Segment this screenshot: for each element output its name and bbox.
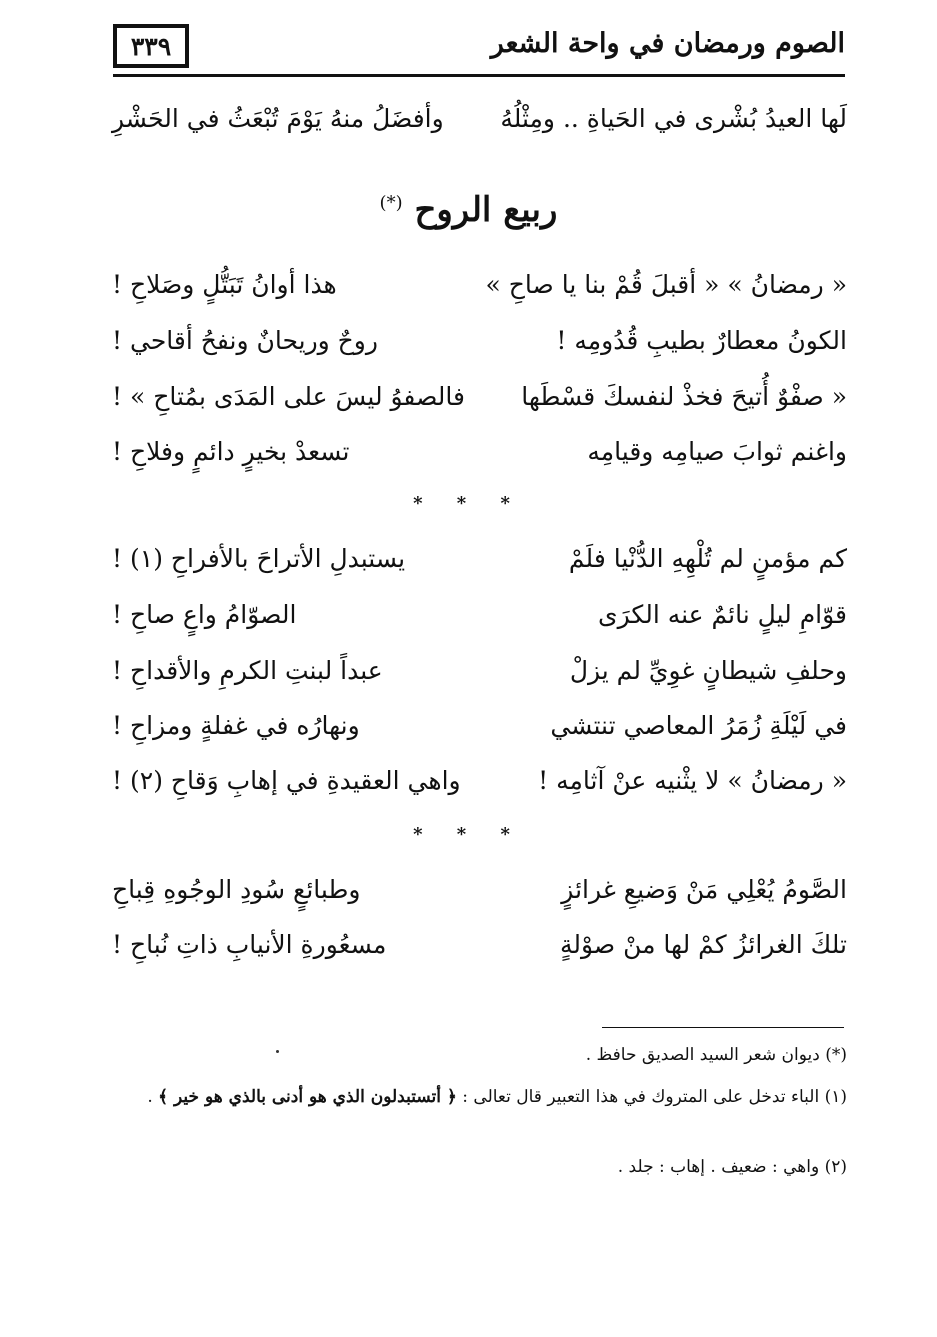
verse-first-hemistich: وحلفِ شيطانٍ غوِيِّ لم يزلْ xyxy=(569,656,847,685)
page-number: ٣٣٩ xyxy=(113,24,189,68)
verse-second-hemistich: يستبدلِ الأتراحَ بالأفراحِ (١) ! xyxy=(112,544,406,573)
footnote-1-text: (١) الباء تدخل على المتروك في هذا التعبير قال تعالى : xyxy=(456,1087,847,1107)
verse-first-hemistich: « صفْوٌ أُتيحَ فخذْ لنفسكَ قسْطَها xyxy=(521,382,847,411)
footnote-star: (*) ديوان شعر السيد الصديق حافظ . xyxy=(585,1045,847,1065)
verse-row xyxy=(112,930,847,970)
poem-title-text: ربيع الروح xyxy=(414,190,558,230)
verse-row xyxy=(112,437,847,477)
verse-row xyxy=(112,544,847,584)
footnote-1 xyxy=(112,1080,847,1114)
verse-row xyxy=(112,656,847,696)
verse-second-hemistich: ونهارُه في غفلةٍ ومزاحِ ! xyxy=(112,711,360,740)
verse-first-hemistich: كم مؤمنٍ لم تُلْهِهِ الدُّنْيا فلَمْ xyxy=(568,544,847,573)
verse-second-hemistich: تسعدْ بخيرٍ دائمٍ وفلاحِ ! xyxy=(112,437,350,466)
verse-first-hemistich: « رمضانُ » لا يثْنيه عنْ آثامِه ! xyxy=(538,766,847,795)
verse-second-hemistich: مسعُورةِ الأنيابِ ذاتِ نُباحِ ! xyxy=(112,930,387,959)
verse-first-hemistich: في لَيْلَةِ زُمَرُ المعاصي تنتشي xyxy=(550,711,847,740)
verse-row xyxy=(112,382,847,422)
verse-first-hemistich: واغنم ثوابَ صيامِه وقيامِه xyxy=(587,437,847,466)
verse-second-hemistich: هذا أوانُ تَبَتُّلٍ وصَلاحِ ! xyxy=(112,270,337,299)
verse-first-hemistich: الصَّومُ يُعْلِي مَنْ وَضيعِ غرائزٍ xyxy=(561,875,847,904)
verse-second-hemistich: الصوّامُ واعٍ صاحِ ! xyxy=(112,600,297,629)
footnote-2: (٢) واهي : ضعيف . إهاب : جلد . xyxy=(617,1157,847,1177)
verse-second-hemistich: روحٌ وريحانٌ ونفحُ أقاحي ! xyxy=(112,326,378,355)
verse-first-hemistich: الكونُ معطارٌ بطيبِ قُدُومِه ! xyxy=(556,326,847,355)
verse-row xyxy=(112,875,847,915)
poem-title-footnote-mark: (*) xyxy=(379,192,403,214)
header-rule xyxy=(113,74,845,77)
footnote-1-end: . xyxy=(147,1087,159,1107)
verse-row xyxy=(112,326,847,366)
verse-first-hemistich: لَها العيدُ بُشْرى في الحَياةِ .. ومِثْلُهُ xyxy=(500,104,847,133)
verse-row xyxy=(112,766,847,806)
verse-row xyxy=(112,600,847,640)
verse-second-hemistich: عبداً لبنتِ الكرمِ والأقداحِ ! xyxy=(112,656,383,685)
verse-row xyxy=(112,270,847,310)
verse-first-hemistich: تلكَ الغرائزُ كمْ لها منْ صوْلةٍ xyxy=(559,930,847,959)
verse-row xyxy=(112,711,847,751)
verse-second-hemistich: وطبائعٍ سُودِ الوجُوهِ قِباحِ xyxy=(112,875,361,904)
verse-second-hemistich: واهي العقيدةِ في إهابِ وَقاحِ (٢) ! xyxy=(112,766,461,795)
stanza-separator: * * * xyxy=(413,824,524,845)
running-header-title: الصوم ورمضان في واحة الشعر xyxy=(490,28,845,59)
verse-first-hemistich: قوّامِ ليلٍ نائمٌ عنه الكرَى xyxy=(598,600,847,629)
print-speck xyxy=(276,1050,279,1053)
footnote-rule xyxy=(602,1027,844,1028)
poem-title xyxy=(0,190,937,230)
verse-second-hemistich: وأفضَلُ منهُ يَوْمَ تُبْعَثُ في الحَشْرِ xyxy=(112,104,444,133)
footnote-1-quran-quote: ﴿ أتستبدلون الذي هو أدنى بالذي هو خير ﴾ xyxy=(158,1087,457,1107)
verse-second-hemistich: فالصفوُ ليسَ على المَدَى بمُتاحِ » ! xyxy=(112,382,465,411)
verse-row xyxy=(112,104,847,144)
verse-first-hemistich: « رمضانُ » « أقبلَ قُمْ بنا يا صاحِ » xyxy=(485,270,847,299)
stanza-separator: * * * xyxy=(413,493,524,514)
